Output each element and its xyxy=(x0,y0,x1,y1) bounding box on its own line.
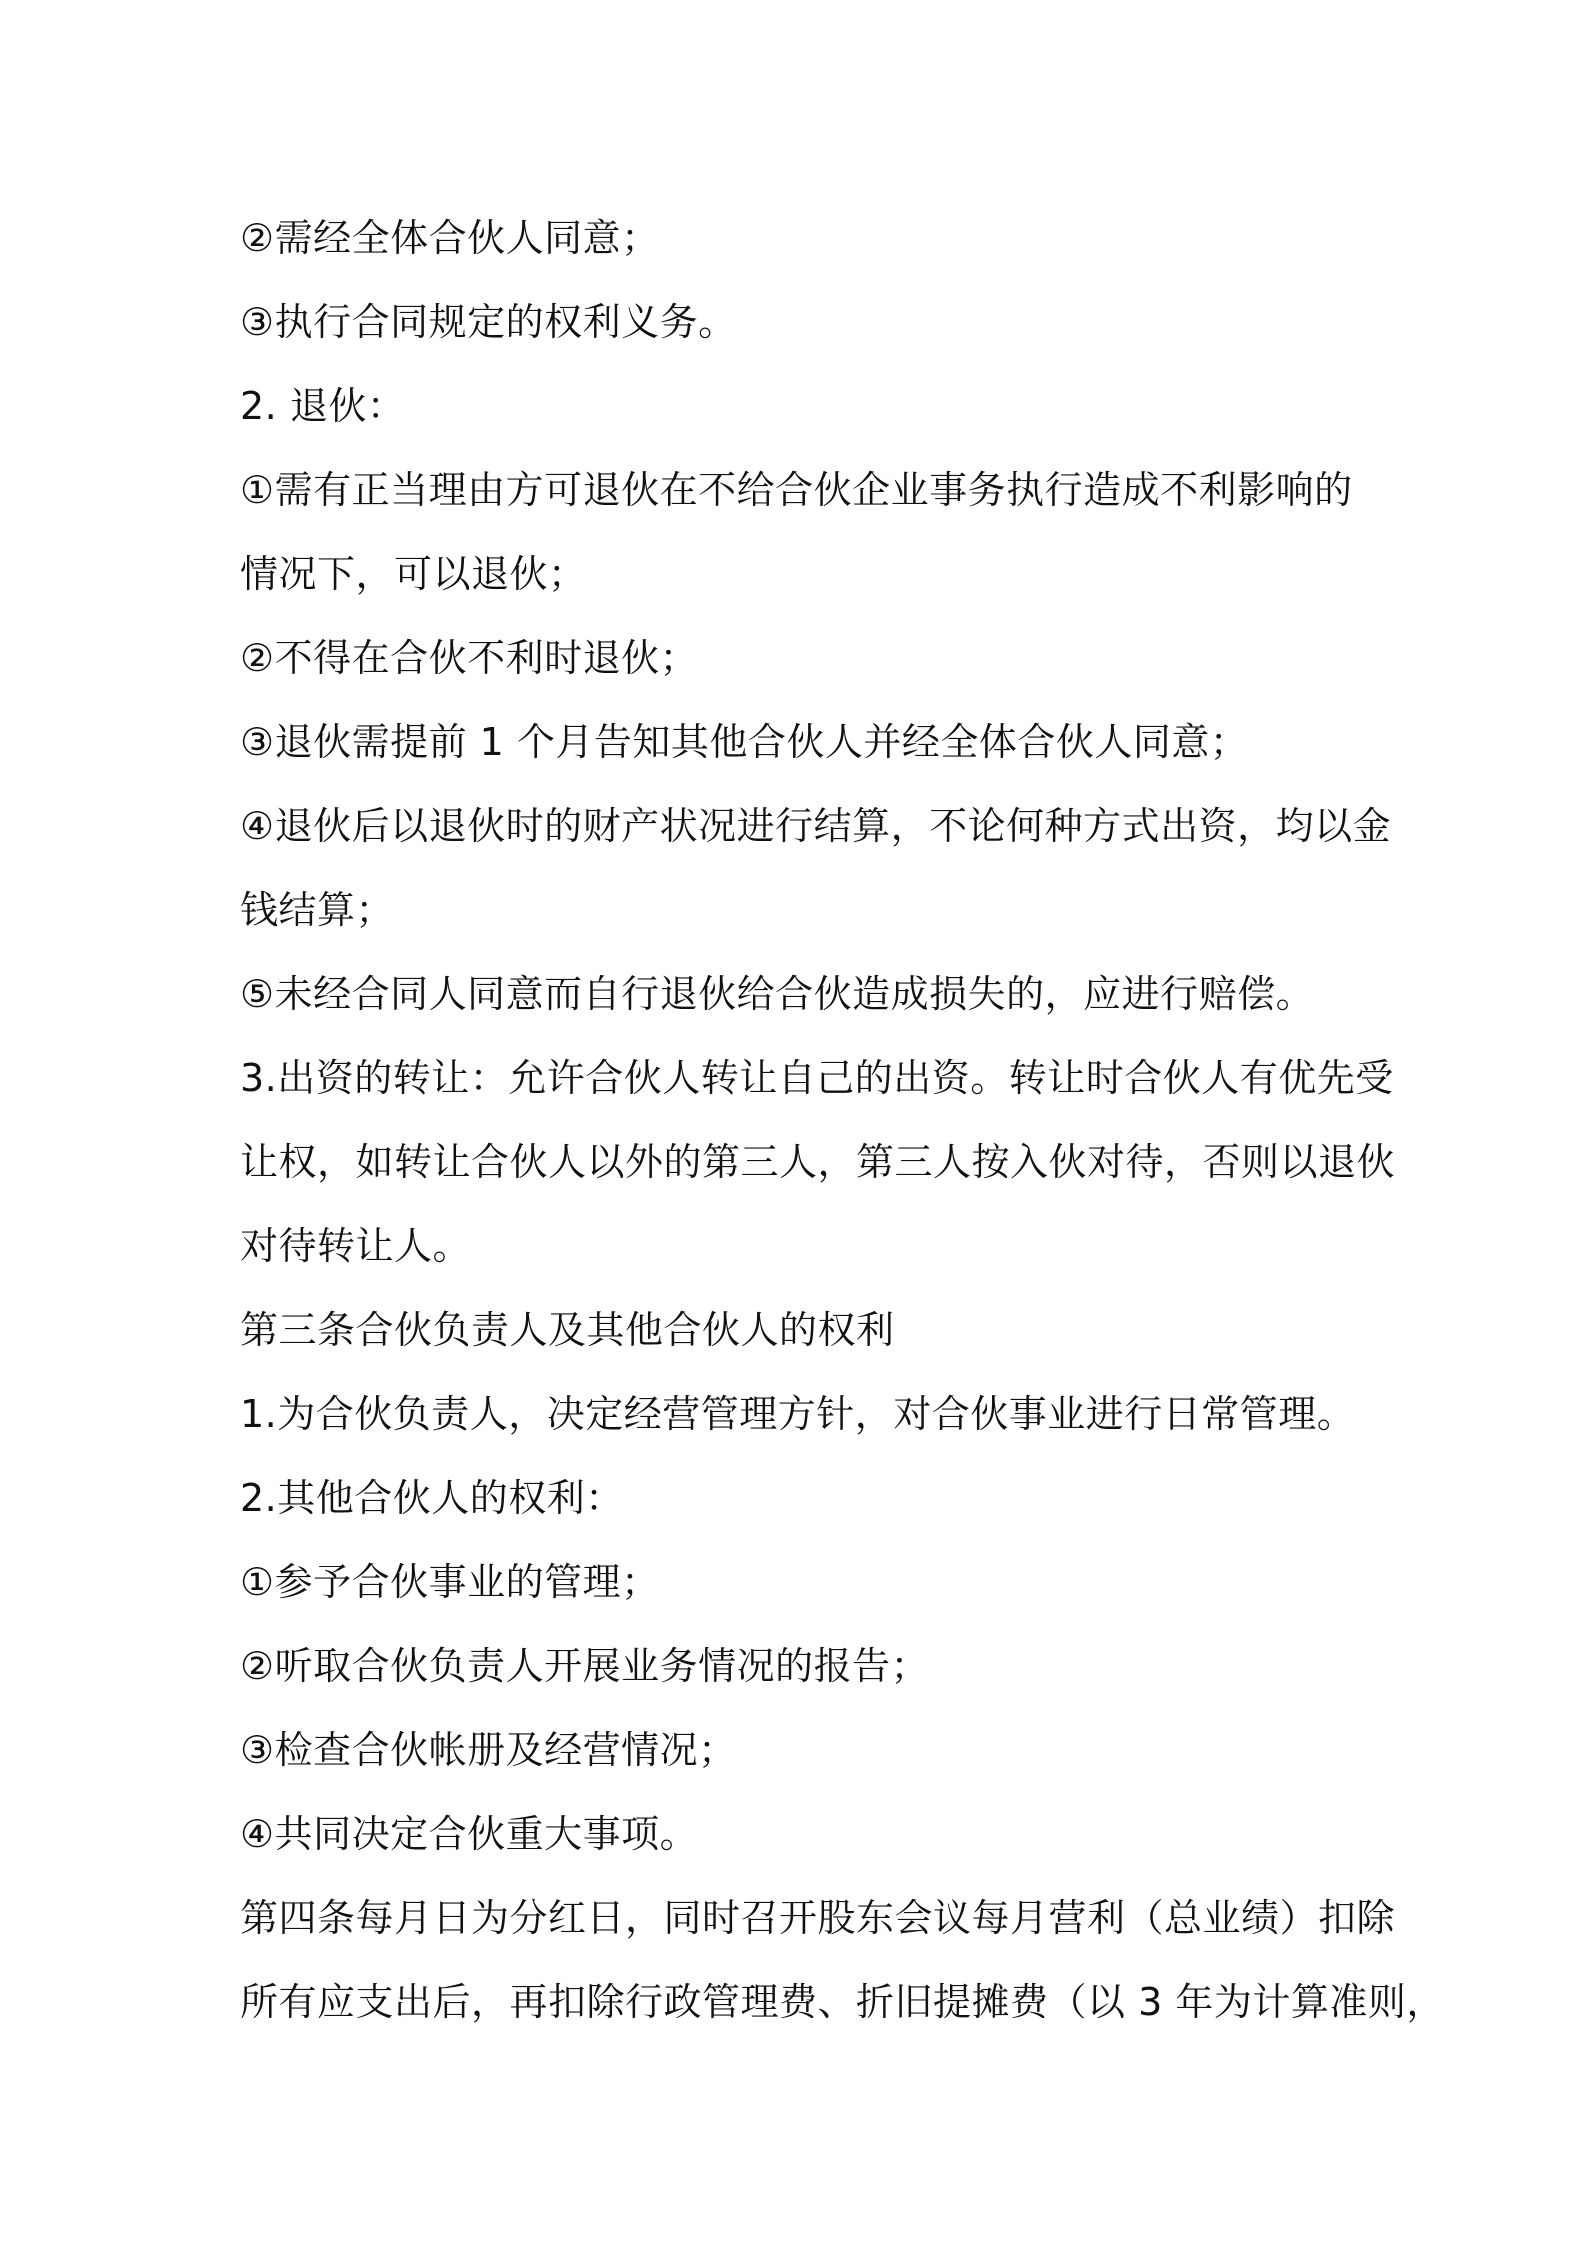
text-line: ③执行合同规定的权利义务。 xyxy=(240,300,737,344)
text-line: 情况下，可以退伙； xyxy=(240,552,587,596)
document-body xyxy=(240,196,1445,2044)
text-line: ③检查合伙帐册及经营情况； xyxy=(240,1728,737,1772)
text-line: ④共同决定合伙重大事项。 xyxy=(240,1812,699,1856)
text-line: ⑤未经合同人同意而自行退伙给合伙造成损失的，应进行赔偿。 xyxy=(240,972,1315,1016)
text-line: ③退伙需提前 1 个月告知其他合伙人并经全体合伙人同意； xyxy=(240,720,1249,764)
text-line: 第四条每月日为分红日，同时召开股东会议每月营利（总业绩）扣除 xyxy=(240,1896,1396,1940)
section-heading: 第三条合伙负责人及其他合伙人的权利 xyxy=(240,1308,895,1352)
text-line: 对待转让人。 xyxy=(240,1224,472,1268)
text-line: 1.为合伙负责人，决定经营管理方针，对合伙事业进行日常管理。 xyxy=(240,1392,1356,1436)
text-line: ①参予合伙事业的管理； xyxy=(240,1560,660,1604)
text-line: 钱结算； xyxy=(240,888,395,932)
text-line: 让权，如转让合伙人以外的第三人，第三人按入伙对待，否则以退伙 xyxy=(240,1140,1396,1184)
text-line: 所有应支出后，再扣除行政管理费、折旧提摊费（以 3 年为计算准则， xyxy=(240,1980,1445,2024)
text-line: ②不得在合伙不利时退伙； xyxy=(240,636,699,680)
text-line: 2. 退伙： xyxy=(240,384,406,428)
text-line: 2.其他合伙人的权利： xyxy=(240,1476,624,1520)
text-line: ②需经全体合伙人同意； xyxy=(240,216,660,260)
text-line: ④退伙后以退伙时的财产状况进行结算，不论何种方式出资，均以金 xyxy=(240,804,1392,848)
text-line: ②听取合伙负责人开展业务情况的报告； xyxy=(240,1644,930,1688)
text-line: 3.出资的转让：允许合伙人转让自己的出资。转让时合伙人有优先受 xyxy=(240,1056,1394,1100)
text-line: ①需有正当理由方可退伙在不给合伙企业事务执行造成不利影响的 xyxy=(240,468,1353,512)
